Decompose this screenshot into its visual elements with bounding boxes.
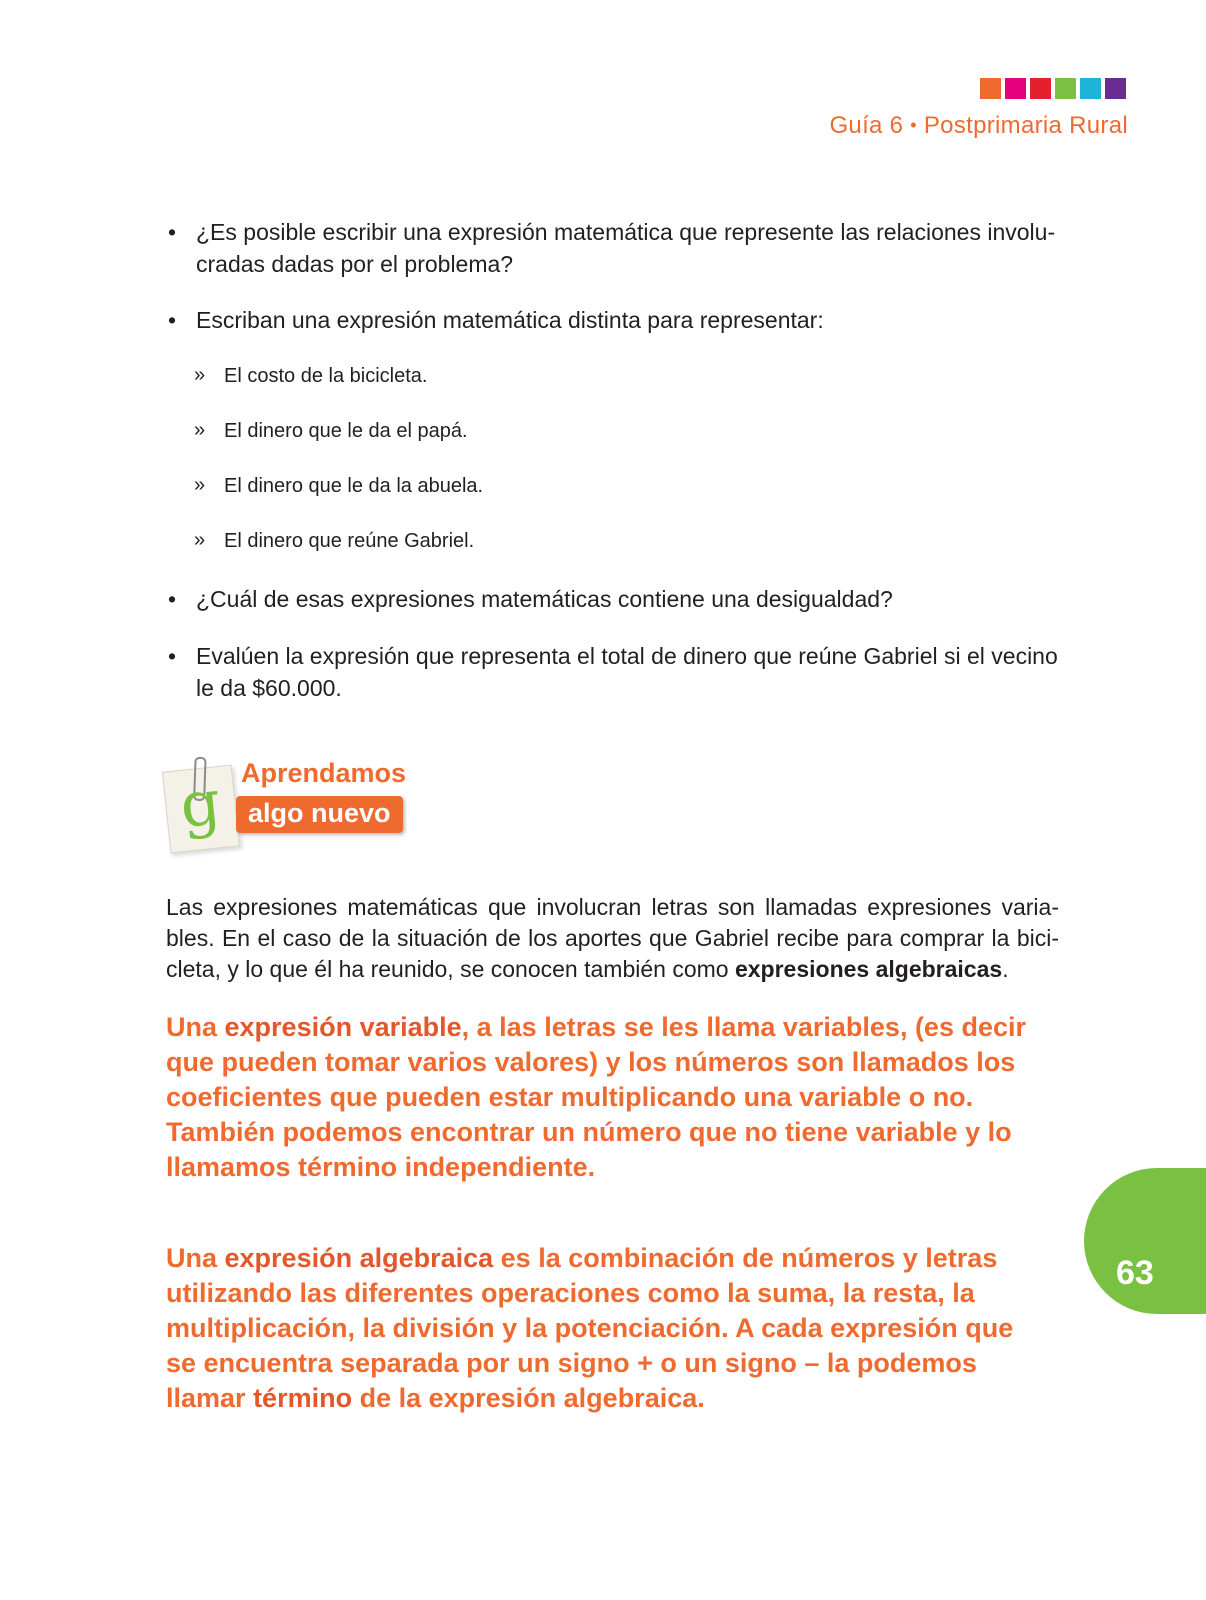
sub-item (168, 527, 1078, 555)
bullet-marker: • (168, 586, 177, 612)
intro-paragraph (166, 892, 1059, 985)
page-number-tab (1084, 1168, 1206, 1314)
sub-text: El dinero que le da el papá. (224, 420, 468, 442)
definition-text: , a las letras se les llama variables, (es decir que pueden tomar varios valores) y los números son llamados los coeficientes que pueden estar multiplicando una variable o no. También podemos encontrar un número que no tiene variable y lo llamamos término independiente. (166, 1012, 1027, 1182)
badge-letter: g (176, 765, 224, 842)
guide-label: Guía 6 (829, 112, 904, 139)
sub-item (168, 362, 1078, 390)
question-text: Escriban una expresión matemática distinta para representar: (196, 307, 824, 333)
notepad-icon (162, 765, 240, 854)
badge-subtitle: algo nuevo (236, 796, 403, 833)
program-label: Postprimaria Rural (923, 112, 1128, 139)
question-item (168, 583, 1078, 615)
sub-marker: » (194, 474, 206, 496)
color-swatch (1055, 78, 1076, 99)
definition-term: expresión variable (224, 1012, 462, 1042)
question-text: ¿Es posible escribir una expresión matemática que represente las relaciones involu-cradas dadas por el problema? (196, 219, 1056, 277)
definition-variable-expression (166, 1010, 1046, 1185)
sub-marker: » (194, 529, 206, 551)
definition-lead: Una (166, 1243, 225, 1273)
sub-marker: » (194, 419, 206, 441)
color-strip (980, 78, 1126, 99)
sub-text: El dinero que reúne Gabriel. (224, 530, 475, 552)
sub-item (168, 472, 1078, 500)
sub-text: El costo de la bicicleta. (224, 365, 428, 387)
color-swatch (980, 78, 1001, 99)
color-swatch (1105, 78, 1126, 99)
sub-marker: » (194, 364, 206, 386)
sub-text: El dinero que le da la abuela. (224, 475, 484, 497)
question-text: Evalúen la expresión que representa el total de dinero que reúne Gabriel si el vecino le da $60.000. (196, 643, 1058, 701)
paragraph-text: Las expresiones matemáticas que involucran letras son llamadas expresiones varia-bles. En el caso de la situación de los aportes que Gabriel recibe para comprar la bici-cleta, y lo que él ha reunido, se conocen también como (166, 894, 1059, 982)
question-item (168, 304, 1078, 336)
definition-algebraic-expression (166, 1241, 1046, 1416)
bullet-marker: • (168, 643, 177, 669)
header-separator: • (910, 115, 917, 135)
paragraph-end: . (1002, 956, 1009, 982)
definition-end: de la expresión algebraica. (352, 1383, 705, 1413)
definition-term: expresión algebraica (224, 1243, 494, 1273)
definition-lead: Una (166, 1012, 225, 1042)
bullet-marker: • (168, 307, 177, 333)
question-item (168, 640, 1078, 704)
question-text: ¿Cuál de esas expresiones matemáticas contiene una desigualdad? (196, 586, 893, 612)
learn-something-new-badge (166, 758, 416, 858)
color-swatch (1030, 78, 1051, 99)
sub-item (168, 417, 1078, 445)
badge-title: Aprendamos (241, 758, 407, 788)
definition-text: es la combinación de números y letras utilizando las diferentes operaciones como la suma, la resta, la multiplicación, la división y la potenciación. A cada expresión que se encuentra separada por un signo + o un signo – la podemos llamar (166, 1243, 1014, 1413)
paragraph-bold-term: expresiones algebraicas (734, 956, 1003, 982)
page-number: 63 (1116, 1254, 1154, 1292)
question-list (168, 216, 1078, 280)
color-swatch (1005, 78, 1026, 99)
question-item (168, 216, 1078, 280)
definition-term-2: término (253, 1383, 353, 1413)
bullet-marker: • (168, 219, 177, 245)
running-header (829, 112, 1128, 140)
color-swatch (1080, 78, 1101, 99)
